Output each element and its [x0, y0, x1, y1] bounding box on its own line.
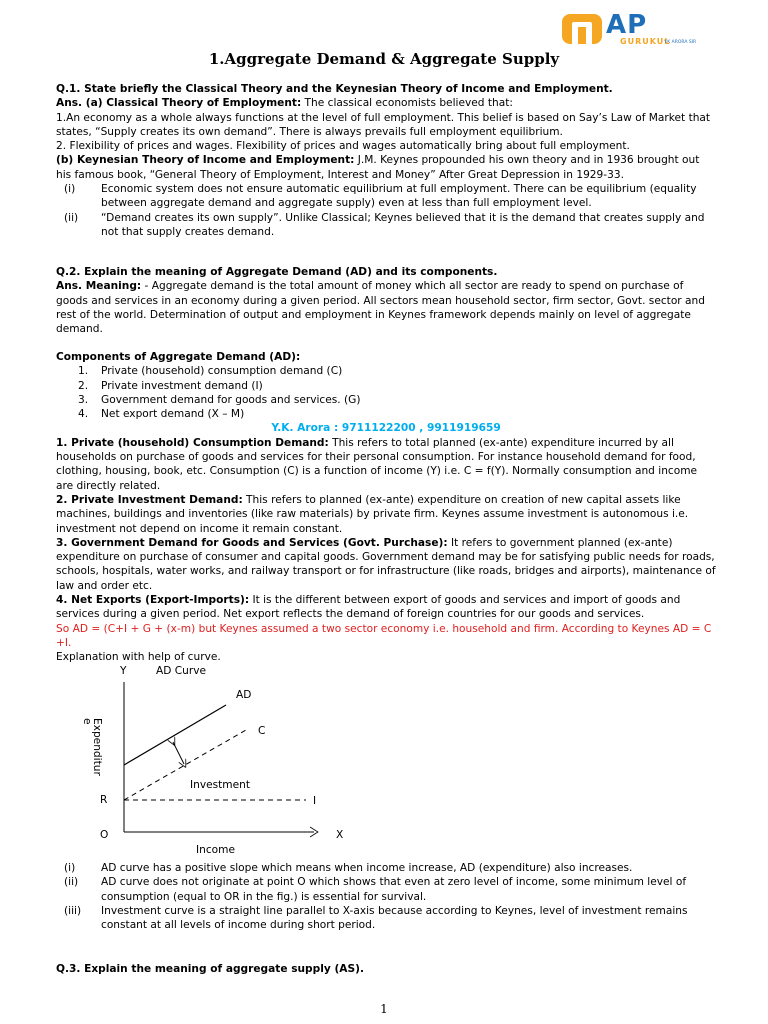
ylabel-part-2: e [81, 718, 93, 725]
list-text: Government demand for goods and services. (G) [101, 393, 361, 406]
x-axis-label: Income [196, 844, 235, 856]
list-text: Private (household) consumption demand (C) [101, 365, 343, 378]
ad-formula-text: So AD = (C+I + G + (x-m) but Keynes assumed a two sector economy i.e. household and firm. According to Keynes AD = C +I. [56, 622, 712, 649]
investment-label: Investment [190, 779, 251, 791]
q2-question: Q.2. Explain the meaning of Aggregate Demand (AD) and its components. [56, 266, 498, 278]
q1-keynes-heading: (b) Keynesian Theory of Income and Employment: [56, 154, 355, 167]
components-heading: Components of Aggregate Demand (AD): [56, 351, 301, 363]
q1-answer-heading: Ans. (a) Classical Theory of Employment: [56, 97, 302, 110]
page-title: 1.Aggregate Demand & Aggregate Supply [208, 50, 560, 68]
logo-main-text: AP [606, 10, 648, 40]
q1-section [56, 82, 716, 239]
q1-paragraph-2: 2. Flexibility of prices and wages. Flexibility of prices and wages automatically bring about full employment. [56, 140, 630, 153]
list-marker: 1. [78, 365, 89, 378]
list-marker: (i) [64, 862, 76, 874]
o-label: O [100, 829, 109, 841]
list-text: Investment curve is a straight line parallel to X-axis because according to Keynes, level of investment remains constant at all levels of income during short period. [101, 904, 688, 932]
ylabel-part-1: Expenditur [91, 718, 103, 776]
list-item [56, 861, 716, 875]
ad-label: AD [236, 689, 252, 701]
list-marker: (iii) [64, 904, 82, 917]
x-letter: X [336, 829, 344, 841]
c1-text: This refers to total planned (ex-ante) expenditure incurred by all households on purchase of goods and services for their personal consumption. For instance household demand for food, clothing, housing, book, etc. Consumption (C) is a function of income (Y) i.e. C = f(Y). Normally consumption and income are directly related. [56, 436, 698, 492]
list-marker: 4. [78, 408, 89, 421]
list-text: Net export demand (X – M) [101, 408, 245, 421]
list-text: “Demand creates its own supply”. Unlike Classical; Keynes believed that it is the demand that creates supply and not that supply creates demand. [101, 211, 705, 238]
list-item [56, 182, 716, 211]
page-number: 1 [380, 1002, 388, 1016]
c-label: C [258, 725, 266, 737]
list-text: Economic system does not ensure automatic equilibrium at full employment. There can be equilibrium (equality between aggregate demand and aggregate supply) even at less than full employment level. [101, 183, 697, 210]
q3-section [56, 962, 716, 976]
list-text: AD curve has a positive slope which means when income increase, AD (expenditure) also increases. [101, 862, 633, 874]
curve-points [56, 861, 716, 932]
list-item [56, 904, 716, 933]
q2-answer-heading: Ans. Meaning: [56, 280, 142, 293]
q1-question: Q.1. State briefly the Classical Theory and the Keynesian Theory of Income and Employment. [56, 83, 613, 95]
q3-question: Q.3. Explain the meaning of aggregate supply (AS). [56, 963, 364, 975]
chart-title: AD Curve [156, 665, 207, 677]
curve-points-list [56, 861, 716, 932]
list-marker: (i) [64, 183, 76, 196]
list-item [56, 393, 716, 407]
y-letter: Y [120, 665, 127, 677]
q2-section [56, 265, 716, 336]
list-marker: (ii) [64, 876, 79, 889]
list-item [56, 211, 716, 240]
r-label: R [100, 794, 108, 806]
i-label: I [313, 795, 317, 807]
components-list [56, 364, 716, 421]
list-marker: 3. [78, 393, 89, 406]
c3-heading: 3. Government Demand for Goods and Services (Govt. Purchase): [56, 536, 448, 549]
list-marker: (ii) [64, 211, 79, 224]
logo-tag-text: Y.K ARORA SIR [664, 40, 697, 45]
map-gurukul-logo [560, 10, 710, 50]
list-item [56, 407, 716, 421]
c2-heading: 2. Private Investment Demand: [56, 493, 243, 506]
list-text: AD curve does not originate at point O which shows that even at zero level of income, some minimum level of consumption (equal to OR in the fig.) is essential for survival. [101, 876, 687, 903]
q1-paragraph-1: 1.An economy as a whole always functions at the level of full employment. This belief is based on Say’s Law of Market that states, “Supply creates its own demand”. There is always prevails full employment equilibrium. [56, 111, 711, 138]
c4-text: It is the different between export of goods and services and import of goods and services during a given period. Net export reflects the demand of foreign countries for our goods and services. [56, 594, 681, 621]
c4-heading: 4. Net Exports (Export-Imports): [56, 594, 250, 607]
list-text: Private investment demand (I) [101, 379, 263, 392]
c1-heading: 1. Private (household) Consumption Demand: [56, 436, 329, 449]
explanation-line: Explanation with help of curve. [56, 651, 221, 664]
ad-curve-diagram [56, 660, 376, 860]
c3-text: It refers to government planned (ex-ante) expenditure on purchase of consumer and capital goods. Government demand may be for satisfying public needs for roads, schools, hospitals, water works, and railway transport or for infrastructure (like roads, bridges and airports), maintenance of law and order etc. [56, 536, 716, 592]
gap-arrow [173, 742, 184, 764]
q1-keynes-text: J.M. Keynes propounded his own theory and in 1936 brought out his famous book, “General Theory of Employment, Interest and Money” After Great Depression in 1929-33. [56, 154, 700, 181]
list-item [56, 379, 716, 393]
q2-components [56, 350, 716, 665]
contact-line: Y.K. Arora : 9711122200 , 9911919659 [271, 422, 501, 435]
list-item [56, 875, 716, 904]
q2-answer-text: - Aggregate demand is the total amount of money which all sector are ready to spend on purchase of goods and services in an economy during a given period. All sectors mean household sector, firm sector, Govt. sector and rest of the world. Determination of output and employment in Keynes framework depends mainly on level of aggregate demand. [56, 280, 705, 336]
q1-points-list [56, 182, 716, 239]
logo-sub-text: GURUKUL [620, 37, 671, 46]
ad-line [124, 705, 226, 765]
list-marker: 2. [78, 379, 89, 392]
c2-text: This refers to planned (ex-ante) expenditure on creation of new capital assets like machines, buildings and inventories (like raw materials) by private firm. Keynes assume investment is autonomous i.e. investment not depend on income it remain constant. [56, 493, 689, 535]
q1-answer-text: The classical economists believed that: [301, 97, 513, 110]
list-item [56, 364, 716, 378]
